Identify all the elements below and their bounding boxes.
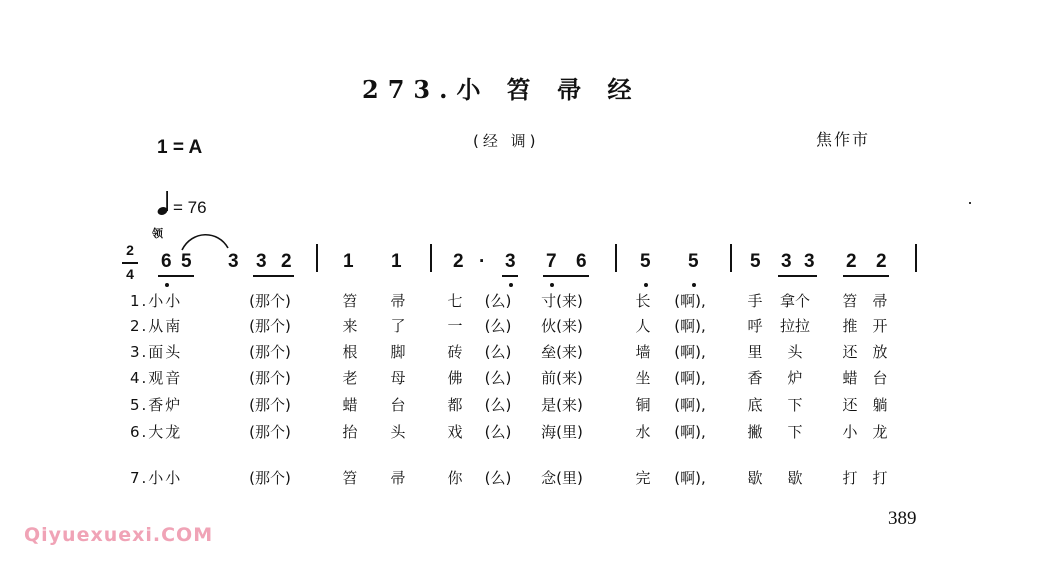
lyric-word: 长 bbox=[635, 292, 651, 310]
lyric-word: 躺 bbox=[872, 396, 888, 414]
lyric-word: 还 bbox=[842, 396, 858, 414]
note-digit: 2 bbox=[876, 251, 887, 272]
lyric-word: 香 bbox=[747, 369, 763, 387]
tune-type: (经 调) bbox=[473, 132, 540, 150]
lyric-word: 根 bbox=[342, 343, 358, 361]
lyric-word: (啊), bbox=[674, 317, 706, 335]
verse-label: 3.面头 bbox=[130, 343, 183, 361]
lyric-word: (那个) bbox=[249, 396, 291, 414]
lyric-word: 还 bbox=[842, 343, 858, 361]
lyric-word: 拉拉 bbox=[779, 317, 810, 335]
beam-underline bbox=[543, 275, 589, 277]
lyric-word: 抬 bbox=[342, 423, 358, 441]
key-signature: 1 = A bbox=[157, 137, 203, 158]
note-digit: 1 bbox=[391, 251, 402, 272]
verse-label: 1.小小 bbox=[130, 292, 183, 310]
note-digit: 1 bbox=[343, 251, 354, 272]
note-digit: 3 bbox=[256, 251, 267, 272]
lyric-word: 前(来) bbox=[541, 369, 583, 387]
lyric-word: 歇 bbox=[747, 469, 763, 487]
octave-dot-below bbox=[550, 283, 554, 287]
tempo-value: = 76 bbox=[173, 198, 207, 217]
lyric-word: 坐 bbox=[635, 369, 651, 387]
note-digit: 5 bbox=[181, 251, 192, 272]
lyric-word: (那个) bbox=[249, 469, 291, 487]
site-watermark: Qiyuexuexi.COM bbox=[24, 524, 214, 546]
lyric-word: 垒(来) bbox=[541, 343, 583, 361]
lyric-word: (那个) bbox=[249, 317, 291, 335]
time-signature-line bbox=[122, 262, 138, 264]
lyric-word: (啊), bbox=[674, 369, 706, 387]
lyric-word: (那个) bbox=[249, 369, 291, 387]
note-digit: 5 bbox=[640, 251, 651, 272]
beam-underline bbox=[253, 275, 294, 277]
lyric-word: (么) bbox=[484, 469, 512, 487]
lyric-word: (啊), bbox=[674, 423, 706, 441]
note-digit: 5 bbox=[750, 251, 761, 272]
lyric-word: (么) bbox=[484, 369, 512, 387]
lyric-word: 下 bbox=[787, 396, 803, 414]
time-signature-bottom: 4 bbox=[126, 266, 134, 282]
lyric-word: 伙(来) bbox=[541, 317, 583, 335]
lyric-word: 戏 bbox=[447, 423, 463, 441]
lyric-word: 台 bbox=[390, 396, 406, 414]
song-title: 273.小 笤 帚 经 bbox=[362, 75, 641, 104]
lyric-word: 笤 bbox=[342, 292, 358, 310]
note-digit: 5 bbox=[688, 251, 699, 272]
lyric-word: 推 bbox=[842, 317, 858, 335]
lyric-word: 蜡 bbox=[842, 369, 858, 387]
augmentation-dot: · bbox=[479, 251, 486, 272]
verse-label: 6.大龙 bbox=[130, 423, 183, 441]
lyric-word: 水 bbox=[635, 423, 651, 441]
note-digit: 3 bbox=[781, 251, 792, 272]
note-digit: 6 bbox=[161, 251, 172, 272]
lyric-word: 笤 bbox=[842, 292, 858, 310]
lyric-word: (啊), bbox=[674, 469, 706, 487]
lyric-word: 手 bbox=[747, 292, 763, 310]
lyric-word: 下 bbox=[787, 423, 803, 441]
lyric-word: 砖 bbox=[447, 343, 463, 361]
lyric-word: 帚 bbox=[390, 469, 406, 487]
lead-mark: 领 bbox=[152, 227, 163, 240]
lyric-word: 撇 bbox=[747, 423, 763, 441]
lyric-word: (那个) bbox=[249, 343, 291, 361]
lyric-word: 帚 bbox=[390, 292, 406, 310]
lyric-word: 脚 bbox=[390, 343, 406, 361]
lyric-word: 打 bbox=[872, 469, 888, 487]
lyric-word: 龙 bbox=[872, 423, 888, 441]
lyric-word: (啊), bbox=[674, 292, 706, 310]
lyric-word: (啊), bbox=[674, 343, 706, 361]
bar-line bbox=[316, 244, 318, 272]
lyric-word: 寸(来) bbox=[541, 292, 583, 310]
note-digit: 2 bbox=[846, 251, 857, 272]
verse-label: 7.小小 bbox=[130, 469, 183, 487]
lyric-word: 铜 bbox=[635, 396, 651, 414]
beam-underline bbox=[158, 275, 194, 277]
lyric-word: 都 bbox=[447, 396, 463, 414]
lyric-word: 海(里) bbox=[541, 423, 583, 441]
bar-line bbox=[615, 244, 617, 272]
lyric-word: 你 bbox=[447, 469, 463, 487]
lyric-word: (么) bbox=[484, 343, 512, 361]
lyric-word: 里 bbox=[747, 343, 763, 361]
lyric-word: 念(里) bbox=[541, 469, 583, 487]
note-digit: 3 bbox=[505, 251, 516, 272]
origin-place: 焦作市 bbox=[816, 130, 871, 149]
lyric-word: 头 bbox=[390, 423, 406, 441]
lyric-word: 墙 bbox=[635, 343, 651, 361]
note-digit: 7 bbox=[546, 251, 557, 272]
lyric-word: (么) bbox=[484, 317, 512, 335]
lyric-word: (那个) bbox=[249, 292, 291, 310]
octave-dot-below bbox=[692, 283, 696, 287]
bar-line bbox=[730, 244, 732, 272]
octave-dot-below bbox=[644, 283, 648, 287]
lyric-word: 是(来) bbox=[541, 396, 583, 414]
note-digit: 6 bbox=[576, 251, 587, 272]
lyric-word: 拿个 bbox=[779, 292, 810, 310]
lyric-word: (么) bbox=[484, 423, 512, 441]
lyric-word: 底 bbox=[747, 396, 763, 414]
lyric-word: 笤 bbox=[342, 469, 358, 487]
lyric-word: 来 bbox=[342, 317, 358, 335]
note-digit: 3 bbox=[804, 251, 815, 272]
beam-underline bbox=[843, 275, 889, 277]
scan-speck bbox=[969, 202, 971, 204]
lyric-word: 台 bbox=[872, 369, 888, 387]
lyric-word: 蜡 bbox=[342, 396, 358, 414]
lyric-word: 炉 bbox=[787, 369, 803, 387]
lyric-word: 放 bbox=[872, 343, 888, 361]
note-digit: 2 bbox=[453, 251, 464, 272]
lyric-word: 打 bbox=[842, 469, 858, 487]
quarter-note-icon bbox=[157, 190, 171, 216]
bar-line bbox=[915, 244, 917, 272]
lyric-word: 母 bbox=[390, 369, 406, 387]
lyric-word: 小 bbox=[842, 423, 858, 441]
lyric-word: 老 bbox=[342, 369, 358, 387]
lyric-word: 人 bbox=[635, 317, 651, 335]
lyric-word: 了 bbox=[390, 317, 406, 335]
lyric-word: (么) bbox=[484, 396, 512, 414]
lyric-word: (那个) bbox=[249, 423, 291, 441]
bar-line bbox=[430, 244, 432, 272]
verse-label: 2.从南 bbox=[130, 317, 183, 335]
lyric-word: 头 bbox=[787, 343, 803, 361]
beam-underline bbox=[502, 275, 518, 277]
lyric-word: 帚 bbox=[872, 292, 888, 310]
note-digit: 2 bbox=[281, 251, 292, 272]
lyric-word: 一 bbox=[447, 317, 463, 335]
lyric-word: 歇 bbox=[787, 469, 803, 487]
lyric-word: 开 bbox=[872, 317, 888, 335]
verse-label: 4.观音 bbox=[130, 369, 183, 387]
octave-dot-below bbox=[509, 283, 513, 287]
lyric-word: 七 bbox=[447, 292, 463, 310]
lyric-word: (么) bbox=[484, 292, 512, 310]
verse-label: 5.香炉 bbox=[130, 396, 183, 414]
octave-dot-below bbox=[165, 283, 169, 287]
lyric-word: 佛 bbox=[447, 369, 463, 387]
lyric-word: 完 bbox=[635, 469, 651, 487]
lyric-word: (啊), bbox=[674, 396, 706, 414]
time-signature-top: 2 bbox=[126, 242, 134, 258]
page-number: 389 bbox=[888, 508, 917, 529]
lyric-word: 呼 bbox=[747, 317, 763, 335]
note-digit: 3 bbox=[228, 251, 239, 272]
beam-underline bbox=[778, 275, 817, 277]
